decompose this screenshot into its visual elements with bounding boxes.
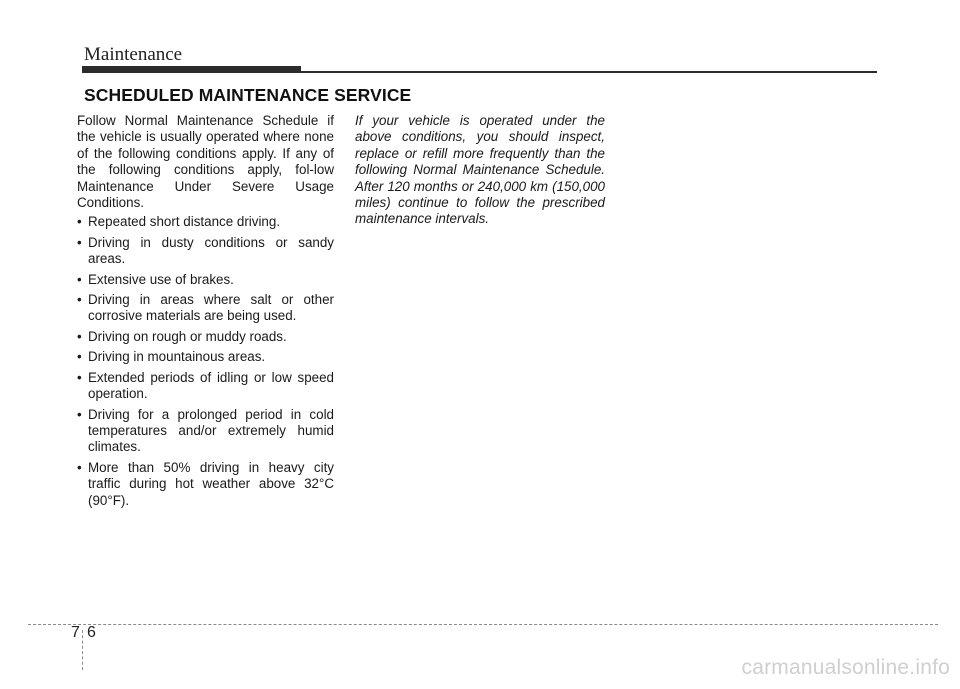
bullet: • — [77, 214, 82, 230]
bullet: • — [77, 292, 82, 308]
footer-rule — [28, 624, 938, 625]
header-rule — [301, 71, 877, 73]
list-item — [77, 272, 334, 288]
bullet: • — [77, 406, 82, 422]
header-bar — [82, 66, 301, 73]
conditions-list — [77, 214, 334, 509]
bullet: • — [77, 234, 82, 250]
chapter-title: Maintenance — [84, 44, 183, 65]
bullet: • — [77, 271, 82, 287]
list-item-text: Driving in dusty conditions or sandy areas. — [88, 234, 334, 267]
list-item — [77, 214, 334, 230]
list-item-text: Driving for a prolonged period in cold temperatures and/or extremely humid climates. — [88, 406, 334, 455]
section-heading: SCHEDULED MAINTENANCE SERVICE — [84, 85, 412, 105]
chapter-number: 7 — [71, 624, 80, 641]
list-item-text: Driving on rough or muddy roads. — [88, 328, 287, 344]
list-item-text: More than 50% driving in heavy city traffic during hot weather above 32°C (90°F). — [88, 459, 334, 508]
severe-usage-note: If your vehicle is operated under the above conditions, you should inspect, replace or refill more frequently than the following Normal Maintenance Schedule. After 120 months or 240,000 km (150,000 miles) continue to follow the prescribed maintenance intervals. — [355, 113, 605, 227]
footer-divider — [82, 630, 83, 670]
page-number: 6 — [87, 624, 96, 641]
list-item-text: Repeated short distance driving. — [88, 214, 281, 230]
list-item-text: Extended periods of idling or low speed operation. — [88, 369, 334, 402]
bullet: • — [77, 459, 82, 475]
bullet: • — [77, 369, 82, 385]
list-item — [77, 407, 334, 456]
left-column — [77, 113, 334, 513]
watermark: carmanualsonline.info — [741, 656, 950, 679]
list-item — [77, 349, 334, 365]
list-item-text: Extensive use of brakes. — [88, 271, 234, 287]
list-item — [77, 460, 334, 509]
list-item — [77, 370, 334, 403]
list-item-text: Driving in mountainous areas. — [88, 349, 266, 365]
right-column — [355, 113, 605, 228]
bullet: • — [77, 349, 82, 365]
bullet: • — [77, 328, 82, 344]
intro-paragraph: Follow Normal Maintenance Schedule if the vehicle is usually operated where none of the following conditions apply. If any of the following conditions apply, fol-low Maintenance Under Severe Usage Conditions. — [77, 113, 334, 211]
list-item — [77, 235, 334, 268]
list-item-text: Driving in areas where salt or other corrosive materials are being used. — [88, 292, 334, 324]
list-item — [77, 329, 334, 345]
list-item — [77, 292, 334, 325]
